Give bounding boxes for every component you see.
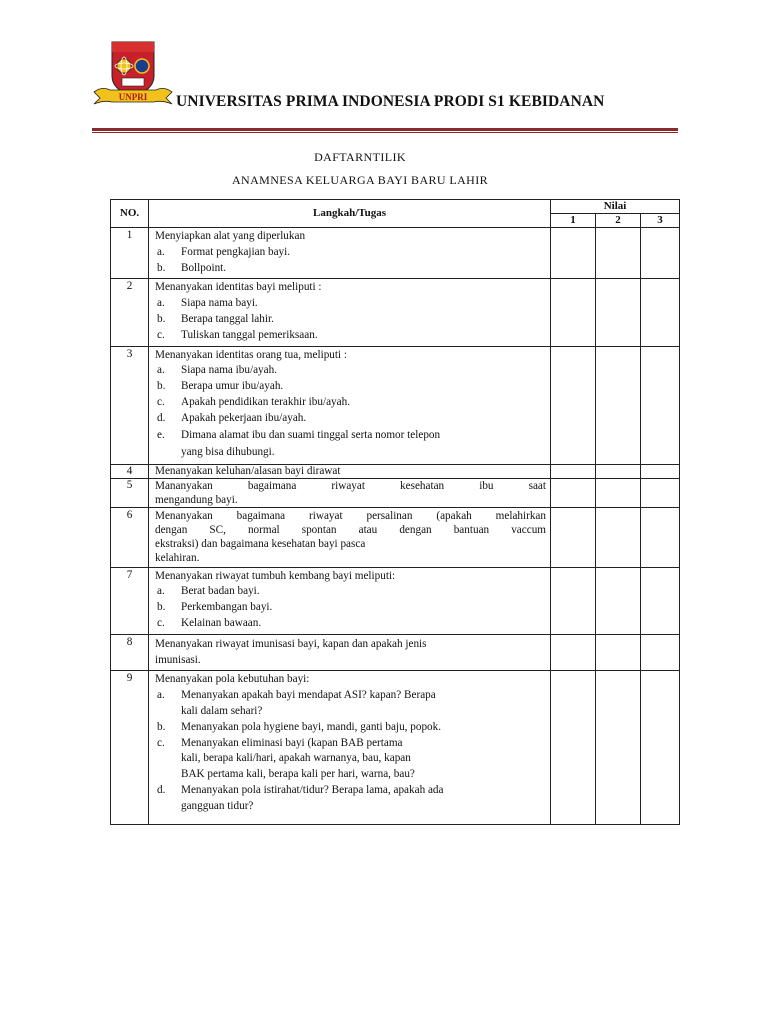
item-text-continued: yang bisa dihubungi. — [181, 446, 275, 459]
item-text: Kelainan bawaan. — [181, 616, 262, 629]
row-number: 9 — [111, 671, 149, 825]
item-text: Apakah pekerjaan ibu/ayah. — [181, 411, 307, 424]
item-text: Dimana alamat ibu dan suami tinggal serta nomor telepon — [181, 428, 441, 441]
score-cell[interactable] — [641, 346, 680, 464]
university-logo — [92, 40, 174, 108]
item-text: Berat badan bayi. — [181, 585, 260, 598]
score-cell[interactable] — [596, 478, 641, 507]
table-row — [111, 634, 680, 671]
score-cell[interactable] — [551, 464, 596, 478]
step-text-cont: mengandung bayi. — [155, 493, 238, 506]
step-text-cont: imunisasi. — [155, 653, 201, 666]
header-rule-thin — [92, 132, 678, 133]
table-row — [111, 478, 680, 507]
score-cell[interactable] — [641, 279, 680, 346]
logo-text: UNPRI — [118, 92, 148, 102]
row-number: 8 — [111, 634, 149, 671]
score-col-2: 2 — [596, 214, 641, 228]
item-text: Perkembangan bayi. — [181, 601, 273, 614]
item-text-continued: kali, berapa kali/hari, apakah warnanya, bau, kapan — [181, 752, 411, 765]
item-text: Berapa umur ibu/ayah. — [181, 380, 284, 393]
item-text: Bollpoint. — [181, 261, 227, 274]
step-text: Menanyakan bagaimana riwayat persalinan (apakah melahirkan — [155, 509, 546, 522]
score-cell[interactable] — [596, 346, 641, 464]
item-text: Menanyakan pola istirahat/tidur? Berapa lama, apakah ada — [181, 783, 444, 796]
row-number: 2 — [111, 279, 149, 346]
score-cell[interactable] — [596, 228, 641, 279]
col-header-score: Nilai — [551, 200, 680, 214]
item-text: Berapa tanggal lahir. — [181, 312, 274, 325]
item-text: Siapa nama bayi. — [181, 297, 258, 310]
step-text: Mananyakan bagaimana riwayat kesehatan ibu saat — [155, 479, 546, 492]
item-letter: b. — [157, 261, 166, 274]
item-letter: d. — [157, 783, 166, 796]
item-letter: b. — [157, 380, 166, 393]
table-row — [111, 507, 680, 567]
item-letter: c. — [157, 395, 165, 408]
item-text: Tuliskan tanggal pemeriksaan. — [181, 328, 318, 341]
checklist-table — [110, 199, 680, 825]
item-letter: c. — [157, 736, 165, 749]
score-cell[interactable] — [641, 567, 680, 634]
item-text: Apakah pendidikan terakhir ibu/ayah. — [181, 395, 350, 408]
score-cell[interactable] — [641, 671, 680, 825]
doc-subtitle: ANAMNESA KELUARGA BAYI BARU LAHIR — [231, 173, 489, 187]
item-letter: a. — [157, 364, 165, 377]
score-cell[interactable] — [551, 228, 596, 279]
item-letter: c. — [157, 328, 165, 341]
item-text-continued: BAK pertama kali, berapa kali per hari, warna, bau? — [181, 768, 415, 781]
score-cell[interactable] — [641, 634, 680, 671]
score-cell[interactable] — [596, 464, 641, 478]
item-letter: a. — [157, 297, 165, 310]
table-row — [111, 464, 680, 478]
row-number: 6 — [111, 507, 149, 567]
doc-title: DAFTARNTILIK — [314, 150, 406, 164]
item-text-continued: kali dalam sehari? — [181, 704, 263, 717]
item-letter: b. — [157, 601, 166, 614]
table-row — [111, 279, 680, 346]
row-number: 4 — [111, 464, 149, 478]
step-text: Menanyakan identitas orang tua, meliputi : — [155, 348, 348, 361]
row-number: 1 — [111, 228, 149, 279]
score-cell[interactable] — [596, 634, 641, 671]
step-text-cont: kelahiran. — [155, 551, 200, 564]
score-cell[interactable] — [641, 228, 680, 279]
score-cell[interactable] — [551, 671, 596, 825]
score-cell[interactable] — [641, 478, 680, 507]
table-row — [111, 228, 680, 279]
step-text: Menanyakan riwayat imunisasi bayi, kapan dan apakah jenis — [155, 637, 427, 650]
university-name: UNIVERSITAS PRIMA INDONESIA PRODI S1 KEBIDANAN — [176, 93, 605, 110]
table-row — [111, 346, 680, 464]
step-text: Menanyakan identitas bayi meliputi : — [155, 281, 322, 294]
score-cell[interactable] — [596, 671, 641, 825]
item-letter: a. — [157, 689, 165, 702]
score-cell[interactable] — [551, 634, 596, 671]
score-cell[interactable] — [551, 567, 596, 634]
item-text: Menanyakan apakah bayi mendapat ASI? kapan? Berapa — [181, 689, 436, 702]
table-row — [111, 567, 680, 634]
row-number: 7 — [111, 567, 149, 634]
header-rule — [92, 128, 678, 131]
score-cell[interactable] — [641, 464, 680, 478]
score-cell[interactable] — [551, 346, 596, 464]
score-cell[interactable] — [551, 507, 596, 567]
item-text: Format pengkajian bayi. — [181, 245, 291, 258]
item-letter: c. — [157, 616, 165, 629]
item-letter: e. — [157, 428, 165, 441]
item-letter: a. — [157, 245, 165, 258]
score-cell[interactable] — [551, 279, 596, 346]
score-cell[interactable] — [596, 507, 641, 567]
item-letter: a. — [157, 585, 165, 598]
step-text: Menyiapkan alat yang diperlukan — [155, 230, 306, 242]
col-header-no: NO. — [111, 200, 149, 228]
step-text-cont: dengan SC, normal spontan atau dengan bantuan vaccum — [155, 523, 546, 536]
item-text-continued: gangguan tidur? — [181, 799, 254, 812]
score-cell[interactable] — [596, 279, 641, 346]
item-text: Siapa nama ibu/ayah. — [181, 364, 277, 377]
step-text: Menanyakan pola kebutuhan bayi: — [155, 673, 310, 686]
col-header-task: Langkah/Tugas — [149, 200, 551, 228]
item-text: Menanyakan pola hygiene bayi, mandi, ganti baju, popok. — [181, 720, 442, 733]
item-text: Menanyakan eliminasi bayi (kapan BAB pertama — [181, 736, 403, 749]
score-cell[interactable] — [596, 567, 641, 634]
step-text-cont: ekstraksi) dan bagaimana kesehatan bayi pasca — [155, 537, 366, 550]
score-cell[interactable] — [551, 478, 596, 507]
score-cell[interactable] — [641, 507, 680, 567]
step-text: Menanyakan riwayat tumbuh kembang bayi meliputi: — [155, 569, 396, 582]
table-row — [111, 671, 680, 825]
row-number: 3 — [111, 346, 149, 464]
item-letter: b. — [157, 720, 166, 733]
item-letter: b. — [157, 312, 166, 325]
row-number: 5 — [111, 478, 149, 507]
item-letter: d. — [157, 411, 166, 424]
score-col-3: 3 — [641, 214, 680, 228]
score-col-1: 1 — [551, 214, 596, 228]
step-text: Menanyakan keluhan/alasan bayi dirawat — [149, 464, 551, 478]
